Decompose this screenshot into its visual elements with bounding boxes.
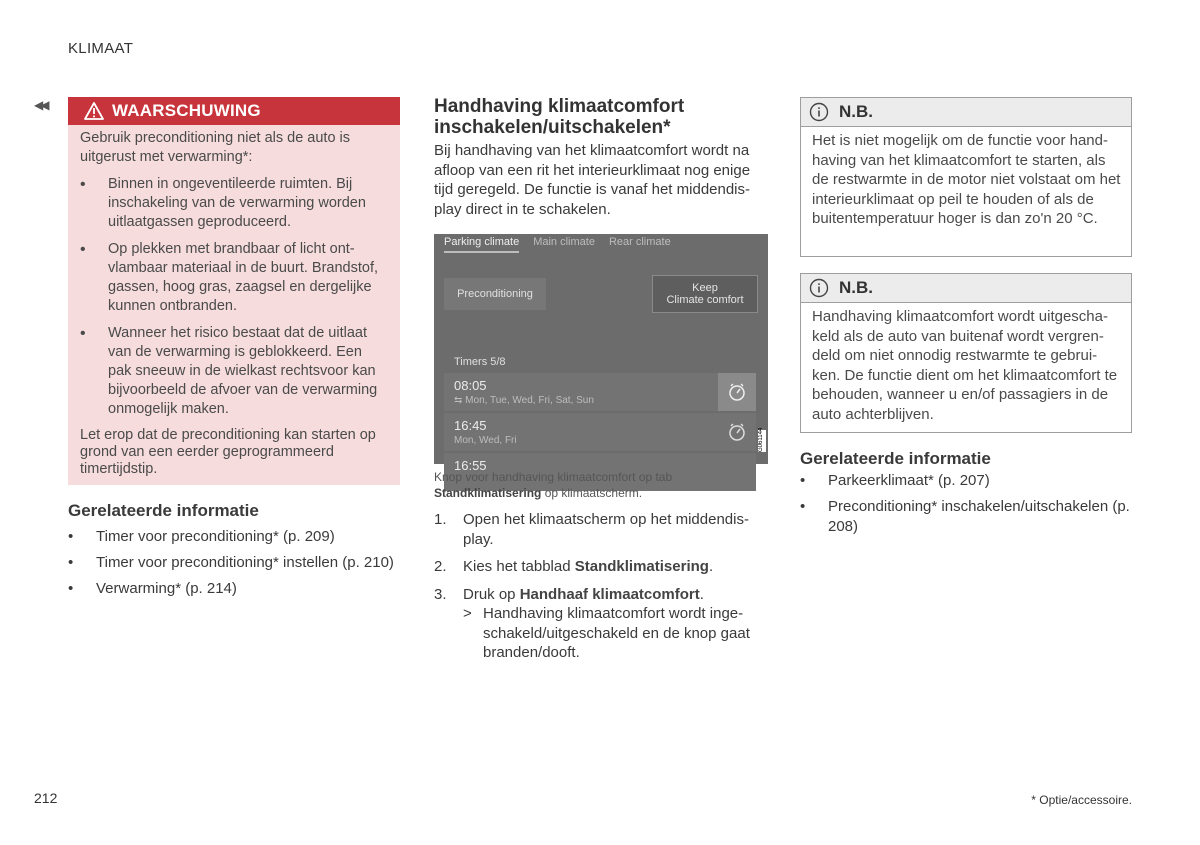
- chapter-title: KLIMAAT: [68, 40, 134, 57]
- warning-box: [68, 97, 400, 485]
- warning-list: [80, 175, 388, 419]
- page-number: 212: [34, 790, 58, 806]
- tab-main-climate: Main climate: [533, 236, 595, 248]
- note-box: [800, 97, 1132, 257]
- step-result: > Handhaving klimaatcomfort wordt inge-schakeld/uitgeschakeld en de knop gaat branden/dooft.: [463, 605, 750, 661]
- info-icon: [809, 278, 829, 298]
- warning-item: • Wanneer het risico bestaat dat de uitlaat van de verwarming is geblokkeerd. Een pak sneeuw in de wielkast rechtsvoor kan bijvoorbeeld de afvoer van de verwarming onmogelijk maken.: [80, 324, 388, 419]
- section-title: Handhaving klimaatcomfort inschakelen/uitschakelen*: [434, 96, 685, 138]
- timer-icon: [727, 382, 747, 402]
- warning-intro: Gebruik preconditioning niet als de auto is uitgerust met verwarming*:: [80, 130, 351, 165]
- warning-triangle-icon: [84, 102, 104, 120]
- right-related-section: [800, 449, 1130, 537]
- related-heading: Gerelateerde informatie: [800, 449, 991, 468]
- related-link[interactable]: • Parkeerklimaat* (p. 207): [800, 471, 1130, 491]
- timer-days: Mon, Wed, Fri: [454, 435, 517, 446]
- tab-rear-climate: Rear climate: [608, 236, 671, 248]
- timer-row: [444, 413, 756, 451]
- timer-toggle: [718, 373, 756, 411]
- previous-page-icon[interactable]: ◀◀: [34, 98, 47, 112]
- keep-button-line1: Keep: [692, 282, 718, 294]
- step-item: 2. Kies het tabblad Standklimatisering.: [434, 558, 714, 575]
- warning-title: WAARSCHUWING: [112, 101, 261, 120]
- climate-screen-image: [434, 234, 768, 473]
- image-code: G061144: [758, 427, 764, 452]
- timer-icon: [727, 422, 747, 442]
- note-title: N.B.: [839, 102, 873, 121]
- warning-header: [68, 97, 400, 125]
- tab-parking-climate: Parking climate: [444, 236, 519, 253]
- left-related-section: [68, 501, 408, 599]
- section-intro: Bij handhaving van het klimaatcomfort wordt na afloop van een rit het interieurklimaat nog enige tijd geregeld. De functie is vanaf het middendis-play direct in te schakelen.: [434, 142, 751, 218]
- repeat-icon: ⇆: [454, 395, 463, 406]
- warning-item: • Binnen in ongeventileerde ruimten. Bij inschakeling van de verwarming worden uitlaatgassen geproduceerd.: [80, 175, 388, 232]
- related-link[interactable]: • Timer voor preconditioning* instellen (p. 210): [68, 553, 408, 573]
- steps-section: [434, 510, 764, 663]
- timer-days: ⇆ Mon, Tue, Wed, Fri, Sat, Sun: [454, 395, 594, 406]
- timer-time: 16:45: [454, 418, 487, 433]
- timer-time: 08:05: [454, 378, 487, 393]
- keep-button-line2: Climate comfort: [666, 294, 744, 306]
- step-item: 1. Open het klimaatscherm op het middendis-play.: [434, 511, 749, 548]
- figure-caption: Knop voor handhaving klimaatcomfort op tab Standklimatisering op klimaatscherm.: [434, 470, 673, 500]
- related-heading: Gerelateerde informatie: [68, 501, 259, 520]
- keep-climate-comfort-button: [652, 275, 758, 313]
- timer-row: [444, 373, 756, 411]
- related-link[interactable]: • Verwarming* (p. 214): [68, 579, 408, 599]
- timers-label: Timers 5/8: [454, 356, 506, 368]
- timer-time: 16:55: [454, 458, 487, 473]
- preconditioning-button: Preconditioning: [444, 278, 546, 310]
- warning-item: • Op plekken met brandbaar of licht ont-vlambaar materiaal in de buurt. Brandstof, gassen, hoog gras, zaagsel en dergelijke kunnen ontbranden.: [80, 240, 388, 316]
- related-link[interactable]: • Timer voor preconditioning* (p. 209): [68, 527, 408, 547]
- related-link[interactable]: • Preconditioning* inschakelen/uitschakelen (p. 208): [800, 497, 1130, 537]
- info-icon: [809, 102, 829, 122]
- note-title: N.B.: [839, 278, 873, 297]
- footnote: * Optie/accessoire.: [1031, 793, 1132, 807]
- note-text: Handhaving klimaatcomfort wordt uitgescha-keld als de auto van buitenaf wordt vergren-deld om niet onnodig restwarmte te gebrui-ken. De functie dient om het klimaatcomfort te behouden, wanneer u en/of passagiers in de auto achterblijven.: [812, 308, 1118, 423]
- note-text: Het is niet mogelijk om de functie voor hand-having van het klimaatcomfort te starten, als de restwarmte in de motor niet volstaat om het interieurklimaat op peil te houden of als de buitentemperatuur hoger is dan zo'n 20 °C.: [812, 132, 1121, 227]
- step-item: 3. Druk op Handhaaf klimaatcomfort.: [434, 585, 704, 603]
- warning-outro: Let erop dat de preconditioning kan starten op grond van een eerder geprogrammeerd timertijdstip.: [80, 427, 376, 477]
- note-box: [800, 273, 1132, 433]
- timer-toggle: [718, 413, 756, 451]
